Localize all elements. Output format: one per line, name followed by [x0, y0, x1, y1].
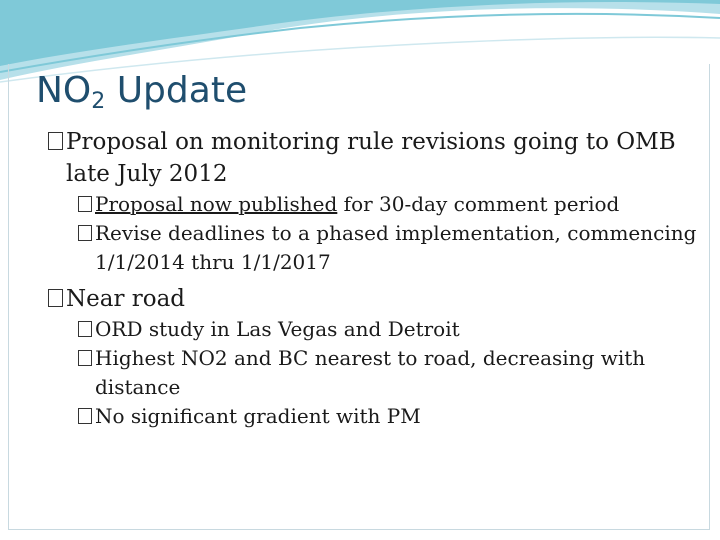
bullet-glyph-icon [78, 408, 92, 424]
underlined-text: Proposal now published [95, 192, 338, 216]
bullet-glyph-icon [78, 225, 92, 241]
bullet-level1: Near road [48, 283, 698, 315]
bullet-level2: ORD study in Las Vegas and Detroit [78, 315, 698, 344]
bullet-level2: Highest NO2 and BC nearest to road, decreasing with distance [78, 344, 698, 402]
bullet-glyph-icon [78, 350, 92, 366]
slide-content [48, 126, 698, 431]
slide-title: $NO_2$ Update [36, 70, 248, 114]
bullet-level2: Proposal now published for 30-day comment period [78, 190, 698, 219]
bullet-level2: No significant gradient with PM [78, 402, 698, 431]
bullet-glyph-icon [78, 196, 92, 212]
bullet-glyph-icon [78, 321, 92, 337]
bullet-level2: Revise deadlines to a phased implementation, commencing 1/1/2014 thru 1/1/2017 [78, 219, 698, 277]
bullet-level1: Proposal on monitoring rule revisions going to OMB late July 2012 [48, 126, 698, 190]
bullet-glyph-icon [48, 132, 63, 150]
bullet-glyph-icon [48, 289, 63, 307]
